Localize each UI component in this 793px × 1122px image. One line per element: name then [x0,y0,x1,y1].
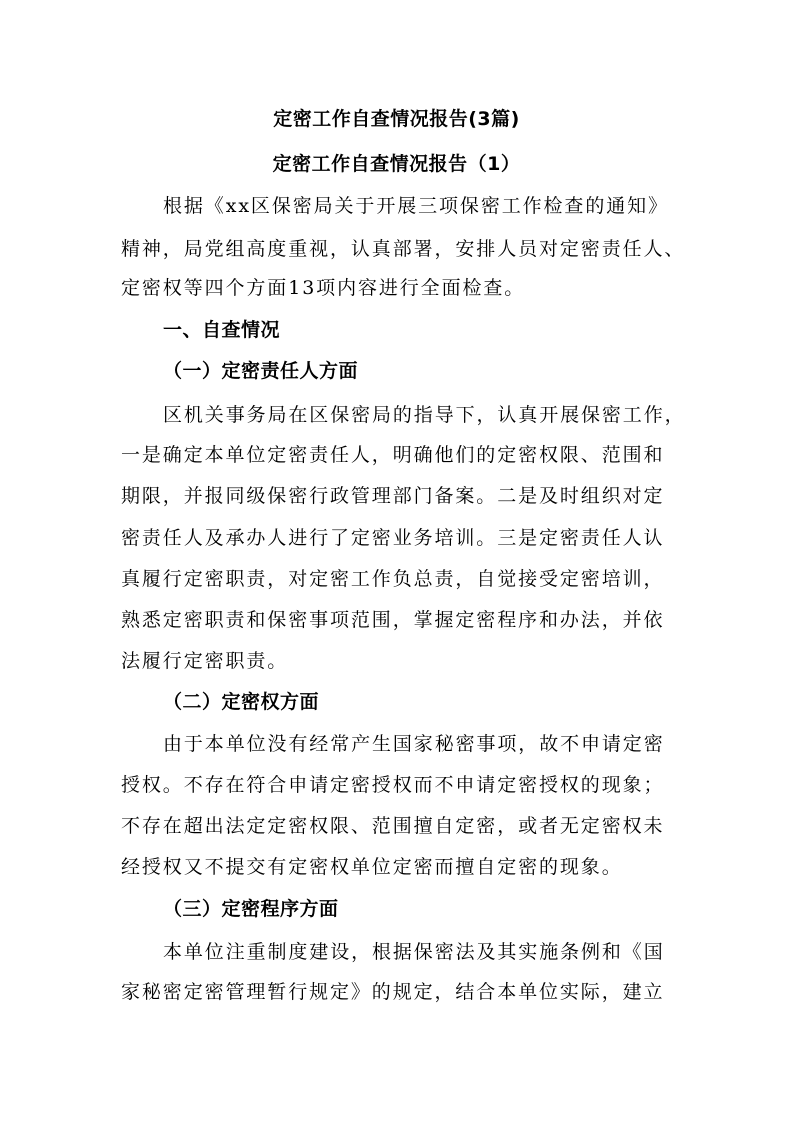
sub2-line-3: 不存在超出法定定密权限、范围擅自定密，或者无定密权未 [121,815,665,837]
subsection-heading-3: （三）定密程序方面 [163,898,339,920]
sub3-line-1: 本单位注重制度建设，根据保密法及其实施条例和《国 [163,941,665,963]
intro-line-2: 精神，局党组高度重视，认真部署，安排人员对定密责任人、 [121,238,686,260]
sub1-line-4: 密责任人及承办人进行了定密业务培训。三是定密责任人认 [121,527,665,549]
sub2-line-2: 授权。不存在符合申请定密授权而不申请定密授权的现象； [121,774,665,796]
sub3-line-2: 家秘密定密管理暂行规定》的规定，结合本单位实际，建立 [121,981,665,1003]
subsection-heading-1: （一）定密责任人方面 [163,360,359,382]
document-subtitle: 定密工作自查情况报告（1） [272,153,521,175]
sub1-line-6: 熟悉定密职责和保密事项范围，掌握定密程序和办法，并依 [121,609,665,631]
sub1-line-5: 真履行定密职责，对定密工作负总责，自觉接受定密培训， [121,568,665,590]
sub1-line-1: 区机关事务局在区保密局的指导下，认真开展保密工作， [163,404,686,426]
subsection-heading-2: （二）定密权方面 [163,691,320,713]
sub1-line-2: 一是确定本单位定密责任人，明确他们的定密权限、范围和 [121,444,665,466]
intro-line-3: 定密权等四个方面13项内容进行全面检查。 [121,277,526,299]
section-heading-1: 一、自查情况 [163,319,281,341]
sub1-line-3: 期限，并报同级保密行政管理部门备案。二是及时组织对定 [121,485,665,507]
sub2-line-4: 经授权又不提交有定密权单位定密而擅自定密的现象。 [121,856,623,878]
intro-line-1: 根据《xx区保密局关于开展三项保密工作检查的通知》 [163,195,669,217]
sub1-line-7: 法履行定密职责。 [121,650,289,672]
document-title: 定密工作自查情况报告(3篇) [273,108,520,130]
sub2-line-1: 由于本单位没有经常产生国家秘密事项，故不申请定密 [163,733,665,755]
